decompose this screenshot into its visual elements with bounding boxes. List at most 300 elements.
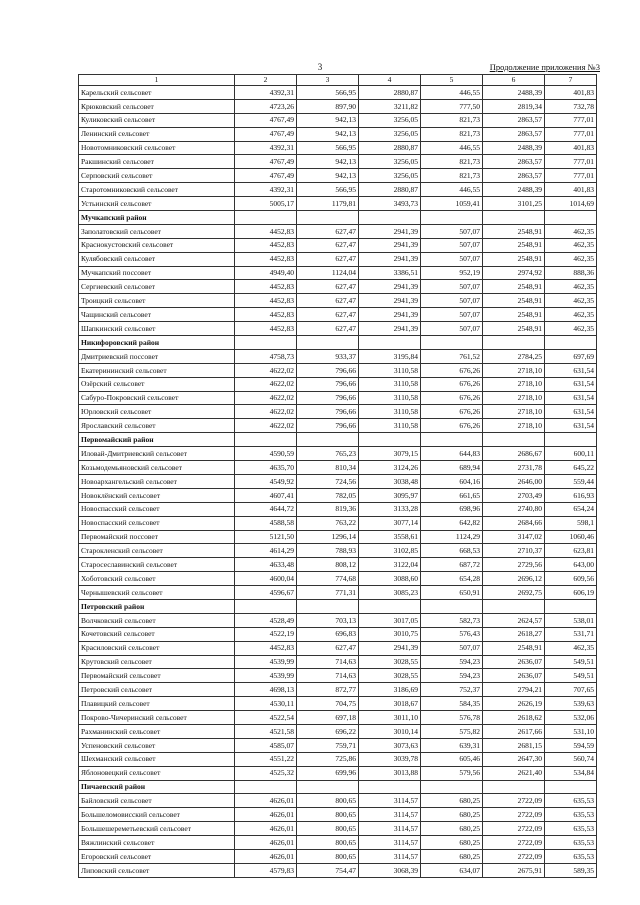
- value-cell-col3: [297, 433, 359, 447]
- value-cell-col3: 782,05: [297, 488, 359, 502]
- value-cell-col6: 3101,25: [483, 197, 545, 211]
- settlement-name-cell: Крюковский сельсовет: [79, 99, 235, 113]
- value-cell-col4: 2941,39: [359, 238, 421, 252]
- value-cell-col2: 4392,31: [235, 183, 297, 197]
- value-cell-col2: 4596,67: [235, 586, 297, 600]
- value-cell-col2: 4522,19: [235, 627, 297, 641]
- settlement-name-cell: Козьмодемьяновский сельсовет: [79, 461, 235, 475]
- table-row: [79, 252, 597, 266]
- value-cell-col6: 2636,07: [483, 669, 545, 683]
- value-cell-col4: 3073,63: [359, 738, 421, 752]
- settlement-name-cell: Крутовский сельсовет: [79, 655, 235, 669]
- value-cell-col6: 2794,21: [483, 683, 545, 697]
- value-cell-col4: 2941,39: [359, 641, 421, 655]
- value-cell-col3: 942,13: [297, 127, 359, 141]
- value-cell-col5: 821,73: [421, 155, 483, 169]
- settlement-name-cell: Краснокустовский сельсовет: [79, 238, 235, 252]
- table-row: [79, 724, 597, 738]
- value-cell-col7: 635,53: [545, 808, 597, 822]
- settlement-name-cell: Чернышевский сельсовет: [79, 586, 235, 600]
- value-cell-col3: 796,66: [297, 419, 359, 433]
- value-cell-col6: 2696,12: [483, 572, 545, 586]
- value-cell-col7: [545, 599, 597, 613]
- value-cell-col7: 888,36: [545, 266, 597, 280]
- settlement-name-cell: Байловский сельсовет: [79, 794, 235, 808]
- value-cell-col3: 800,65: [297, 808, 359, 822]
- value-cell-col5: 642,82: [421, 516, 483, 530]
- value-cell-col4: 3077,14: [359, 516, 421, 530]
- value-cell-col3: 627,47: [297, 238, 359, 252]
- value-cell-col2: 4626,01: [235, 808, 297, 822]
- settlement-name-cell: Дмитриевский поссовет: [79, 349, 235, 363]
- settlement-name-cell: Старотомниковский сельсовет: [79, 183, 235, 197]
- value-cell-col4: 3095,97: [359, 488, 421, 502]
- value-cell-col4: 3039,78: [359, 752, 421, 766]
- value-cell-col2: 4452,83: [235, 308, 297, 322]
- settlement-name-cell: Мучкапский поссовет: [79, 266, 235, 280]
- value-cell-col4: 2941,39: [359, 280, 421, 294]
- value-cell-col7: 532,06: [545, 711, 597, 725]
- column-header-row: [79, 75, 597, 86]
- value-cell-col3: 703,13: [297, 613, 359, 627]
- value-cell-col5: [421, 211, 483, 225]
- value-cell-col3: [297, 780, 359, 794]
- value-cell-col5: 634,07: [421, 863, 483, 877]
- value-cell-col7: 598,1: [545, 516, 597, 530]
- value-cell-col4: 3114,57: [359, 849, 421, 863]
- value-cell-col5: 676,26: [421, 405, 483, 419]
- value-cell-col4: 3386,51: [359, 266, 421, 280]
- settlement-name-cell: Иловай-Дмитриевский сельсовет: [79, 447, 235, 461]
- settlement-name-cell: Егоровский сельсовет: [79, 849, 235, 863]
- value-cell-col5: 604,16: [421, 474, 483, 488]
- value-cell-col3: 724,56: [297, 474, 359, 488]
- value-cell-col7: 616,93: [545, 488, 597, 502]
- settlement-name-cell: Устьинский сельсовет: [79, 197, 235, 211]
- value-cell-col2: 4452,83: [235, 238, 297, 252]
- value-cell-col4: 3186,69: [359, 683, 421, 697]
- value-cell-col2: 4452,83: [235, 252, 297, 266]
- value-cell-col7: 549,51: [545, 669, 597, 683]
- value-cell-col3: 796,66: [297, 363, 359, 377]
- value-cell-col2: 4767,49: [235, 127, 297, 141]
- table-row: [79, 738, 597, 752]
- value-cell-col6: 2686,67: [483, 447, 545, 461]
- table-row: [79, 586, 597, 600]
- value-cell-col4: 3114,57: [359, 822, 421, 836]
- value-cell-col5: 752,37: [421, 683, 483, 697]
- table-row: [79, 447, 597, 461]
- table-row: [79, 86, 597, 100]
- value-cell-col6: 2731,78: [483, 461, 545, 475]
- value-cell-col2: 4585,07: [235, 738, 297, 752]
- value-cell-col4: 2880,87: [359, 183, 421, 197]
- table-row: [79, 322, 597, 336]
- value-cell-col4: 2941,39: [359, 252, 421, 266]
- value-cell-col3: 897,90: [297, 99, 359, 113]
- table-row: [79, 558, 597, 572]
- value-cell-col4: 3133,28: [359, 502, 421, 516]
- value-cell-col7: 777,01: [545, 155, 597, 169]
- value-cell-col6: 2548,91: [483, 280, 545, 294]
- value-cell-col6: 2784,25: [483, 349, 545, 363]
- value-cell-col2: 4622,02: [235, 363, 297, 377]
- value-cell-col7: 539,63: [545, 697, 597, 711]
- value-cell-col7: 401,83: [545, 141, 597, 155]
- value-cell-col6: 2819,34: [483, 99, 545, 113]
- value-cell-col7: 732,78: [545, 99, 597, 113]
- value-cell-col6: 2718,10: [483, 419, 545, 433]
- value-cell-col5: 698,96: [421, 502, 483, 516]
- value-cell-col3: 763,22: [297, 516, 359, 530]
- district-header-row: [79, 780, 597, 794]
- value-cell-col2: 4622,02: [235, 377, 297, 391]
- value-cell-col7: 594,59: [545, 738, 597, 752]
- settlement-name-cell: Кочетовский сельсовет: [79, 627, 235, 641]
- value-cell-col5: 689,94: [421, 461, 483, 475]
- value-cell-col3: 771,31: [297, 586, 359, 600]
- value-cell-col2: 4549,92: [235, 474, 297, 488]
- value-cell-col7: 401,83: [545, 183, 597, 197]
- value-cell-col6: 2729,56: [483, 558, 545, 572]
- settlement-name-cell: Успеновский сельсовет: [79, 738, 235, 752]
- value-cell-col2: 4626,01: [235, 836, 297, 850]
- value-cell-col5: 446,55: [421, 86, 483, 100]
- value-cell-col7: 777,01: [545, 113, 597, 127]
- value-cell-col2: 4633,48: [235, 558, 297, 572]
- value-cell-col7: 631,54: [545, 391, 597, 405]
- value-cell-col5: 821,73: [421, 113, 483, 127]
- table-row: [79, 613, 597, 627]
- value-cell-col6: 2548,91: [483, 294, 545, 308]
- value-cell-col4: 2941,39: [359, 322, 421, 336]
- value-cell-col6: 2548,91: [483, 238, 545, 252]
- value-cell-col2: 4539,99: [235, 669, 297, 683]
- settlement-name-cell: Вяжлинский сельсовет: [79, 836, 235, 850]
- table-row: [79, 863, 597, 877]
- value-cell-col5: 644,83: [421, 447, 483, 461]
- value-cell-col6: [483, 433, 545, 447]
- value-cell-col3: 800,65: [297, 836, 359, 850]
- value-cell-col2: 4579,83: [235, 863, 297, 877]
- settlement-name-cell: Сергиевский сельсовет: [79, 280, 235, 294]
- value-cell-col3: 942,13: [297, 155, 359, 169]
- settlement-name-cell: Старокленский сельсовет: [79, 544, 235, 558]
- value-cell-col5: 680,25: [421, 808, 483, 822]
- value-cell-col6: 2740,80: [483, 502, 545, 516]
- value-cell-col5: 507,07: [421, 294, 483, 308]
- value-cell-col3: 696,83: [297, 627, 359, 641]
- value-cell-col6: 2647,30: [483, 752, 545, 766]
- value-cell-col3: 714,63: [297, 655, 359, 669]
- value-cell-col4: 3085,23: [359, 586, 421, 600]
- value-cell-col7: [545, 780, 597, 794]
- settlement-name-cell: Плавицкий сельсовет: [79, 697, 235, 711]
- district-header-row: [79, 599, 597, 613]
- table-row: [79, 711, 597, 725]
- table-row: [79, 822, 597, 836]
- value-cell-col3: 788,93: [297, 544, 359, 558]
- column-header-6: 6: [483, 75, 545, 86]
- settlement-name-cell: Красиловский сельсовет: [79, 641, 235, 655]
- value-cell-col4: 3256,05: [359, 155, 421, 169]
- value-cell-col3: 699,96: [297, 766, 359, 780]
- value-cell-col5: 777,50: [421, 99, 483, 113]
- value-cell-col2: [235, 599, 297, 613]
- value-cell-col4: 3028,55: [359, 655, 421, 669]
- value-cell-col5: 680,25: [421, 849, 483, 863]
- value-cell-col4: 2941,39: [359, 294, 421, 308]
- value-cell-col4: 3110,58: [359, 419, 421, 433]
- value-cell-col5: 676,26: [421, 419, 483, 433]
- value-cell-col6: 2692,75: [483, 586, 545, 600]
- settlement-name-cell: Сабуро-Покровский сельсовет: [79, 391, 235, 405]
- table-row: [79, 141, 597, 155]
- value-cell-col2: 4622,02: [235, 419, 297, 433]
- value-cell-col3: 714,63: [297, 669, 359, 683]
- data-table: [78, 74, 597, 878]
- value-cell-col5: 1124,29: [421, 530, 483, 544]
- table-row: [79, 169, 597, 183]
- value-cell-col4: 2880,87: [359, 141, 421, 155]
- settlement-name-cell: Шехманский сельсовет: [79, 752, 235, 766]
- value-cell-col5: 676,26: [421, 377, 483, 391]
- settlement-name-cell: Липовский сельсовет: [79, 863, 235, 877]
- settlement-name-cell: Хоботовский сельсовет: [79, 572, 235, 586]
- value-cell-col2: 4626,01: [235, 849, 297, 863]
- table-row: [79, 849, 597, 863]
- value-cell-col3: 800,65: [297, 794, 359, 808]
- value-cell-col5: 821,73: [421, 127, 483, 141]
- table-row: [79, 836, 597, 850]
- value-cell-col2: 4530,11: [235, 697, 297, 711]
- value-cell-col4: 3114,57: [359, 808, 421, 822]
- value-cell-col6: 2488,39: [483, 183, 545, 197]
- settlement-name-cell: Яблоновецкий сельсовет: [79, 766, 235, 780]
- value-cell-col5: 507,07: [421, 322, 483, 336]
- value-cell-col6: 2548,91: [483, 641, 545, 655]
- value-cell-col5: 676,26: [421, 391, 483, 405]
- table-row: [79, 766, 597, 780]
- value-cell-col6: 2621,40: [483, 766, 545, 780]
- value-cell-col4: 2941,39: [359, 308, 421, 322]
- value-cell-col3: 627,47: [297, 641, 359, 655]
- value-cell-col3: 942,13: [297, 113, 359, 127]
- table-row: [79, 655, 597, 669]
- value-cell-col7: 697,69: [545, 349, 597, 363]
- table-row: [79, 280, 597, 294]
- value-cell-col6: 2618,62: [483, 711, 545, 725]
- value-cell-col5: 575,82: [421, 724, 483, 738]
- value-cell-col5: 680,25: [421, 794, 483, 808]
- value-cell-col2: 4452,83: [235, 224, 297, 238]
- district-header-row: [79, 211, 597, 225]
- value-cell-col3: 627,47: [297, 294, 359, 308]
- settlement-name-cell: Волчковский сельсовет: [79, 613, 235, 627]
- value-cell-col4: 3493,73: [359, 197, 421, 211]
- settlement-name-cell: Петровский сельсовет: [79, 683, 235, 697]
- value-cell-col7: 631,54: [545, 377, 597, 391]
- column-header-2: 2: [235, 75, 297, 86]
- value-cell-col3: 933,37: [297, 349, 359, 363]
- value-cell-col6: 2863,57: [483, 169, 545, 183]
- value-cell-col7: 631,54: [545, 419, 597, 433]
- value-cell-col7: 635,53: [545, 849, 597, 863]
- settlement-name-cell: Новоархангельский сельсовет: [79, 474, 235, 488]
- value-cell-col3: [297, 599, 359, 613]
- settlement-name-cell: Старосеславинский сельсовет: [79, 558, 235, 572]
- value-cell-col5: 605,46: [421, 752, 483, 766]
- value-cell-col6: 2626,19: [483, 697, 545, 711]
- value-cell-col7: 534,84: [545, 766, 597, 780]
- value-cell-col3: 566,95: [297, 141, 359, 155]
- value-cell-col6: 2718,10: [483, 377, 545, 391]
- value-cell-col2: 4452,83: [235, 294, 297, 308]
- value-cell-col7: 623,81: [545, 544, 597, 558]
- value-cell-col2: 4723,26: [235, 99, 297, 113]
- value-cell-col3: 796,66: [297, 377, 359, 391]
- value-cell-col7: 531,10: [545, 724, 597, 738]
- value-cell-col2: 4588,58: [235, 516, 297, 530]
- value-cell-col6: 2548,91: [483, 224, 545, 238]
- settlement-name-cell: Новоспасский сельсовет: [79, 502, 235, 516]
- value-cell-col2: 4452,83: [235, 280, 297, 294]
- value-cell-col5: 594,23: [421, 655, 483, 669]
- value-cell-col3: 800,65: [297, 849, 359, 863]
- value-cell-col6: 2718,10: [483, 405, 545, 419]
- value-cell-col5: 661,65: [421, 488, 483, 502]
- value-cell-col2: 4758,73: [235, 349, 297, 363]
- value-cell-col4: 3256,05: [359, 127, 421, 141]
- value-cell-col4: 3124,26: [359, 461, 421, 475]
- value-cell-col7: 462,35: [545, 308, 597, 322]
- value-cell-col5: [421, 780, 483, 794]
- district-name-cell: Мучкапский район: [79, 211, 235, 225]
- value-cell-col3: [297, 336, 359, 350]
- value-cell-col7: 1014,69: [545, 197, 597, 211]
- settlement-name-cell: Ракшинский сельсовет: [79, 155, 235, 169]
- value-cell-col7: 635,53: [545, 794, 597, 808]
- column-header-3: 3: [297, 75, 359, 86]
- value-cell-col4: [359, 211, 421, 225]
- value-cell-col6: 2718,10: [483, 363, 545, 377]
- settlement-name-cell: Новоспасский сельсовет: [79, 516, 235, 530]
- value-cell-col3: [297, 211, 359, 225]
- value-cell-col7: 654,24: [545, 502, 597, 516]
- table-row: [79, 363, 597, 377]
- settlement-name-cell: Большеломовисский сельсовет: [79, 808, 235, 822]
- value-cell-col4: 3068,39: [359, 863, 421, 877]
- value-cell-col7: 462,35: [545, 280, 597, 294]
- settlement-name-cell: Екатерининский сельсовет: [79, 363, 235, 377]
- value-cell-col6: [483, 211, 545, 225]
- value-cell-col3: 819,36: [297, 502, 359, 516]
- value-cell-col5: [421, 336, 483, 350]
- value-cell-col4: 2941,39: [359, 224, 421, 238]
- value-cell-col2: 4614,29: [235, 544, 297, 558]
- value-cell-col2: 4767,49: [235, 113, 297, 127]
- value-cell-col2: 4539,99: [235, 655, 297, 669]
- value-cell-col6: 2681,15: [483, 738, 545, 752]
- value-cell-col2: 4452,83: [235, 641, 297, 655]
- table-row: [79, 127, 597, 141]
- value-cell-col7: 777,01: [545, 169, 597, 183]
- district-header-row: [79, 336, 597, 350]
- settlement-name-cell: Первомайский поссовет: [79, 530, 235, 544]
- value-cell-col2: 5121,50: [235, 530, 297, 544]
- table-row: [79, 474, 597, 488]
- settlement-name-cell: Троицкий сельсовет: [79, 294, 235, 308]
- value-cell-col5: 668,53: [421, 544, 483, 558]
- value-cell-col3: 725,86: [297, 752, 359, 766]
- value-cell-col2: 4600,04: [235, 572, 297, 586]
- value-cell-col7: [545, 336, 597, 350]
- table-row: [79, 308, 597, 322]
- settlement-name-cell: Ленинский сельсовет: [79, 127, 235, 141]
- value-cell-col6: 2488,39: [483, 86, 545, 100]
- value-cell-col4: 3038,48: [359, 474, 421, 488]
- table-row: [79, 669, 597, 683]
- value-cell-col4: 3558,61: [359, 530, 421, 544]
- table-row: [79, 197, 597, 211]
- value-cell-col5: 507,07: [421, 238, 483, 252]
- value-cell-col7: 777,01: [545, 127, 597, 141]
- value-cell-col5: 680,25: [421, 822, 483, 836]
- value-cell-col5: 952,19: [421, 266, 483, 280]
- value-cell-col2: 4521,58: [235, 724, 297, 738]
- value-cell-col5: 507,07: [421, 308, 483, 322]
- value-cell-col6: 2548,91: [483, 308, 545, 322]
- value-cell-col5: 507,07: [421, 641, 483, 655]
- value-cell-col7: 462,35: [545, 224, 597, 238]
- value-cell-col5: 821,73: [421, 169, 483, 183]
- column-header-5: 5: [421, 75, 483, 86]
- value-cell-col2: 4767,49: [235, 169, 297, 183]
- value-cell-col5: 761,52: [421, 349, 483, 363]
- column-header-4: 4: [359, 75, 421, 86]
- continuation-note: Продолжение приложения №3: [489, 62, 600, 72]
- value-cell-col7: 600,11: [545, 447, 597, 461]
- settlement-name-cell: Первомайский сельсовет: [79, 669, 235, 683]
- table-row: [79, 419, 597, 433]
- value-cell-col3: 796,66: [297, 391, 359, 405]
- value-cell-col7: 549,51: [545, 655, 597, 669]
- settlement-name-cell: Большешереметьевский сельсовет: [79, 822, 235, 836]
- table-row: [79, 516, 597, 530]
- district-header-row: [79, 433, 597, 447]
- value-cell-col5: 594,23: [421, 669, 483, 683]
- value-cell-col3: 627,47: [297, 280, 359, 294]
- value-cell-col7: 462,35: [545, 252, 597, 266]
- value-cell-col2: 4551,22: [235, 752, 297, 766]
- value-cell-col6: 2548,91: [483, 322, 545, 336]
- settlement-name-cell: Кулябовский сельсовет: [79, 252, 235, 266]
- table-row: [79, 572, 597, 586]
- settlement-name-cell: Серповский сельсовет: [79, 169, 235, 183]
- value-cell-col5: 507,07: [421, 252, 483, 266]
- table-row: [79, 697, 597, 711]
- value-cell-col2: 4452,83: [235, 322, 297, 336]
- value-cell-col2: 4698,13: [235, 683, 297, 697]
- value-cell-col4: [359, 336, 421, 350]
- table-row: [79, 461, 597, 475]
- value-cell-col6: 2617,66: [483, 724, 545, 738]
- table-row: [79, 752, 597, 766]
- value-cell-col7: 643,00: [545, 558, 597, 572]
- value-cell-col5: 507,07: [421, 224, 483, 238]
- value-cell-col5: 584,35: [421, 697, 483, 711]
- value-cell-col3: 1179,81: [297, 197, 359, 211]
